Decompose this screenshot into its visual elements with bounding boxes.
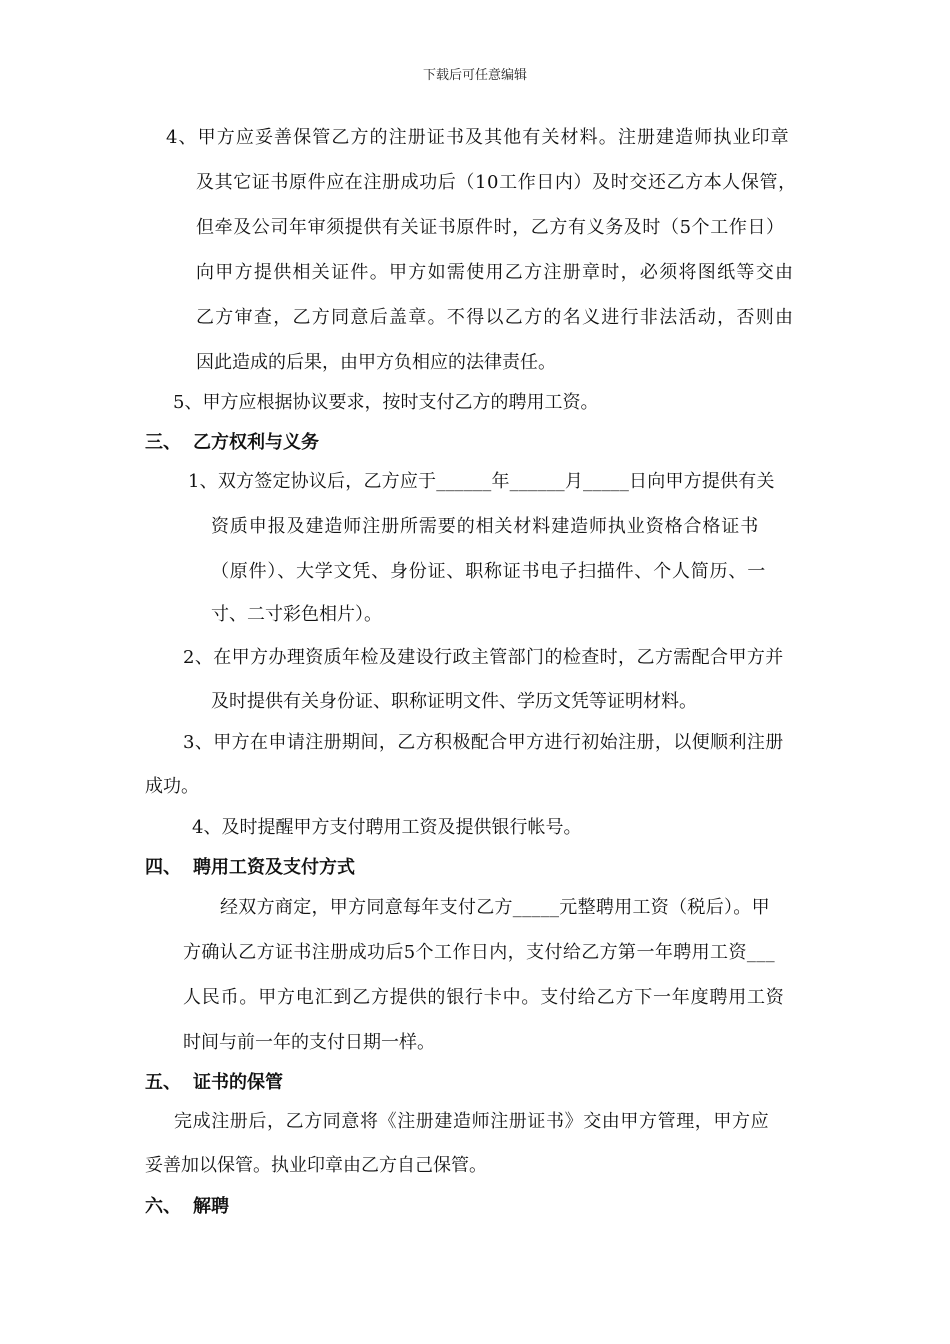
paragraph-line: 乙方审查，乙方同意后盖章。不得以乙方的名义进行非法活动，否则由 [196,307,795,328]
paragraph-line: 时间与前一年的支付日期一样。 [183,1032,435,1053]
paragraph-line: 但牵及公司年审须提供有关证书原件时，乙方有义务及时（5个工作日） [196,217,785,238]
paragraph-line: 1、双方签定协议后，乙方应于______年______月_____日向甲方提供有关 [188,471,775,492]
paragraph-line: 4、甲方应妥善保管乙方的注册证书及其他有关材料。注册建造师执业印章 [166,127,790,148]
paragraph-line: 及其它证书原件应在注册成功后（10工作日内）及时交还乙方本人保管， [196,172,797,193]
paragraph-line: 2、在甲方办理资质年检及建设行政主管部门的检查时，乙方需配合甲方并 [183,647,784,668]
section-title: 解聘 [193,1196,229,1217]
paragraph-line: 经双方商定，甲方同意每年支付乙方_____元整聘用工资（税后）。甲 [220,897,770,918]
section-heading [145,1195,229,1219]
paragraph-line: 及时提供有关身份证、职称证明文件、学历文凭等证明材料。 [211,691,697,712]
paragraph-line: 5、甲方应根据协议要求，按时支付乙方的聘用工资。 [173,392,599,413]
page-header: 下载后可任意编辑 [422,68,527,83]
section-heading [145,431,319,455]
paragraph-line: 4、及时提醒甲方支付聘用工资及提供银行帐号。 [192,817,582,838]
paragraph-line: 寸、二寸彩色相片）。 [211,604,382,625]
section-number: 四、 [145,857,181,878]
paragraph-line: 因此造成的后果，由甲方负相应的法律责任。 [196,352,556,373]
paragraph-line: 完成注册后，乙方同意将《注册建造师注册证书》交由甲方管理，甲方应 [174,1111,770,1132]
section-title: 证书的保管 [193,1072,283,1093]
paragraph-line: 方确认乙方证书注册成功后5个工作日内，支付给乙方第一年聘用工资___ [183,942,776,963]
section-heading [145,1071,283,1095]
paragraph-line: （原件）、大学文凭、身份证、职称证书电子扫描件、个人简历、一 [211,561,766,582]
section-title: 乙方权利与义务 [193,432,319,453]
paragraph-line: 妥善加以保管。执业印章由乙方自己保管。 [145,1155,487,1176]
paragraph-line: 人民币。甲方电汇到乙方提供的银行卡中。支付给乙方下一年度聘用工资 [183,987,785,1008]
section-number: 六、 [145,1196,181,1217]
paragraph-line: 向甲方提供相关证件。甲方如需使用乙方注册章时，必须将图纸等交由 [196,262,795,283]
section-title: 聘用工资及支付方式 [193,857,355,878]
paragraph-line: 3、甲方在申请注册期间，乙方积极配合甲方进行初始注册，以便顺利注册 [183,732,784,753]
paragraph-line: 资质申报及建造师注册所需要的相关材料建造师执业资格合格证书 [211,516,760,537]
section-number: 三、 [145,432,181,453]
section-heading [145,856,355,880]
paragraph-line: 成功。 [145,776,199,797]
section-number: 五、 [145,1072,181,1093]
